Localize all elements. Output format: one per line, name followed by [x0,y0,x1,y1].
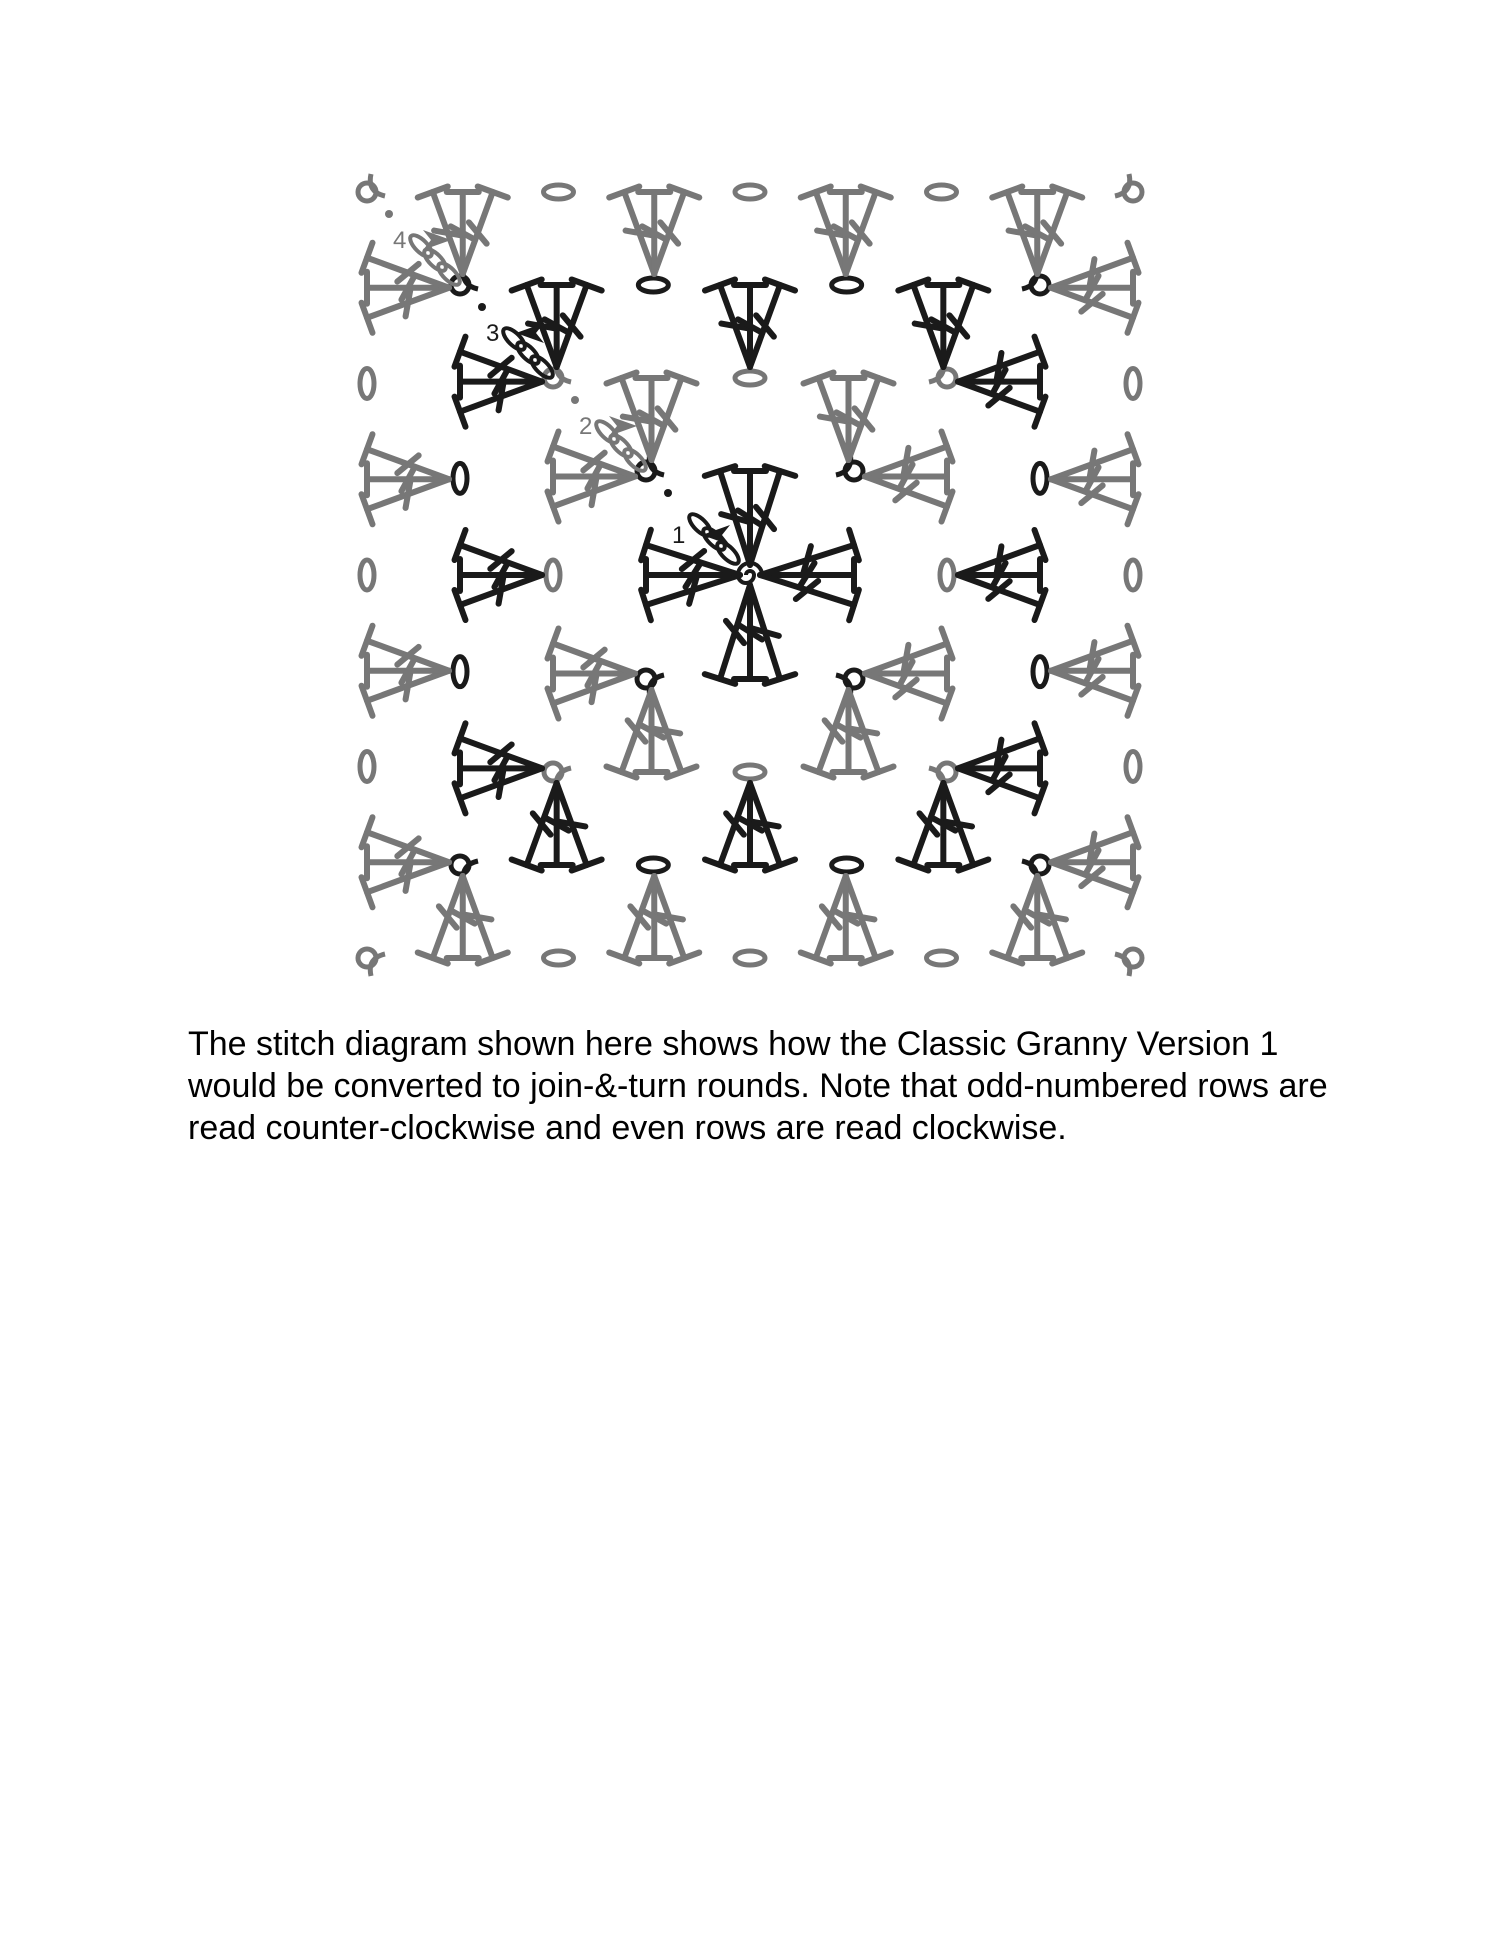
stitch-cluster [958,337,1045,427]
chain-icon [453,657,467,687]
round-2 [544,360,956,790]
stitch-cluster [1051,626,1138,716]
stitch-cluster [362,434,449,524]
chain-icon [544,951,574,965]
stitch-cluster [958,723,1045,813]
round-1 [637,453,863,697]
stitch-cluster [705,280,795,367]
chain-icon [735,185,765,199]
stitch-cluster [455,337,542,427]
chain-icon [360,369,374,399]
chain-icon [735,951,765,965]
svg-text:1: 1 [672,522,686,549]
stitch-cluster [609,187,699,274]
stitch-cluster [418,876,508,963]
slip-stitch-icon [385,210,393,218]
stitch-cluster [455,723,542,813]
chain-icon [832,278,862,292]
stitch-cluster [865,628,952,718]
stitch-cluster [512,280,602,367]
chain-icon [546,560,560,590]
round-3 [451,267,1049,883]
slip-stitch-icon [664,489,672,497]
chain-icon [360,560,374,590]
chain-icon [735,371,765,385]
stitch-cluster [958,530,1045,620]
stitch-cluster [705,783,795,870]
stitch-cluster [801,187,891,274]
chain-icon [360,752,374,782]
chain-icon [927,185,957,199]
slip-stitch-icon [478,303,486,311]
diagram-caption: The stitch diagram shown here shows how the Classic Granny Version 1 would be converted to join-&-turn rounds. Note that odd-numbered rows are read counter-clockwise and even rows are read clockwise. [188,1025,1328,1147]
chain-icon [1126,560,1140,590]
chain-icon [638,858,668,872]
chain-icon [544,185,574,199]
chain-icon [1126,369,1140,399]
svg-text:3: 3 [486,320,500,347]
chain-icon [453,463,467,493]
stitch-cluster [705,585,795,684]
stitch-cluster [548,431,635,521]
chain-icon [1126,752,1140,782]
stitch-cluster [1051,243,1138,333]
chain-icon [832,858,862,872]
svg-text:4: 4 [393,227,407,254]
stitch-cluster [362,243,449,333]
stitch-cluster [362,817,449,907]
slip-stitch-icon [571,396,579,404]
stitch-cluster [609,876,699,963]
stitch-cluster [1051,817,1138,907]
stitch-cluster [455,530,542,620]
stitch-cluster [803,690,893,777]
chain-icon [638,278,668,292]
stitch-cluster [362,626,449,716]
chain-icon [940,560,954,590]
stitch-cluster [865,431,952,521]
stitch-cluster [606,690,696,777]
stitch-cluster [992,876,1082,963]
chain-icon [735,765,765,779]
stitch-cluster [1051,434,1138,524]
chain-icon [1033,463,1047,493]
stitch-cluster [760,530,859,620]
stitch-cluster [548,628,635,718]
stitch-cluster [512,783,602,870]
svg-text:2: 2 [579,413,593,440]
stitch-cluster [898,280,988,367]
chain-icon [1033,657,1047,687]
stitch-cluster [801,876,891,963]
stitch-cluster [803,373,893,460]
stitch-cluster [606,373,696,460]
chain-icon [927,951,957,965]
stitch-cluster [418,187,508,274]
stitch-cluster [992,187,1082,274]
stitch-cluster [898,783,988,870]
